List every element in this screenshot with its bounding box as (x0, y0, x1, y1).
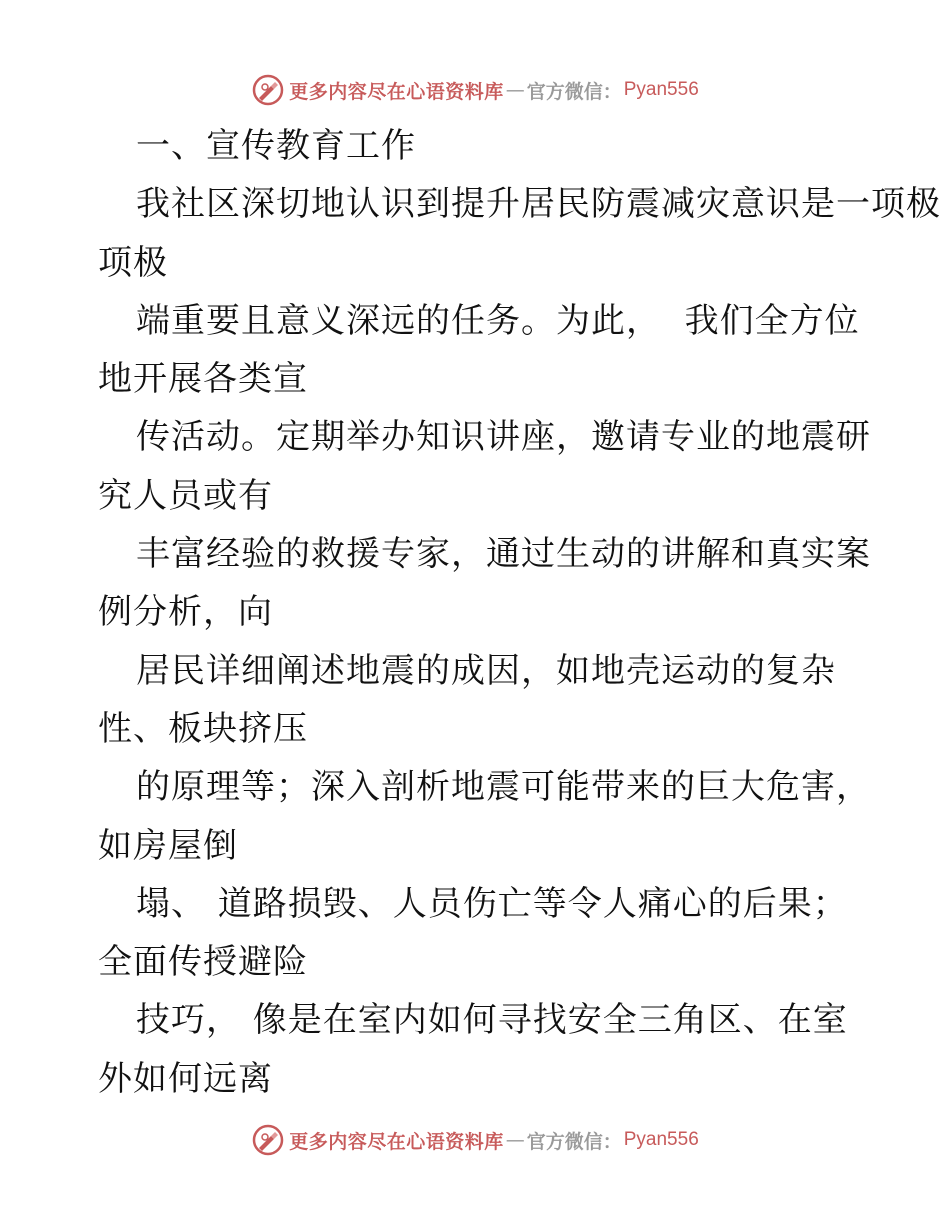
document-body (98, 117, 941, 1108)
text-line: 如房屋倒 (98, 825, 238, 866)
banner-main-text: 更多内容尽在心语资料库 (289, 1130, 504, 1153)
document-pen-logo-icon (251, 1123, 285, 1157)
text-line: 塌、 道路损毁、人员伤亡等令人痛心的后果； (136, 883, 848, 924)
banner-wechat-label: 官方微信： (526, 80, 622, 103)
banner-wechat-id: Pyan556 (623, 79, 699, 100)
section-heading: 一、宣传教育工作 (136, 126, 416, 166)
text-line: 究人员或有 (98, 475, 273, 516)
text-line: 技巧， 像是在室内如何寻找安全三角区、在室 (136, 1000, 848, 1041)
watermark-banner-top (0, 70, 950, 110)
text-line: 性、板块挤压 (98, 708, 308, 749)
text-line: 居民详细阐述地震的成因，如地壳运动的复杂 (136, 650, 836, 691)
text-line: 的原理等；深入剖析地震可能带来的巨大危害， (136, 767, 871, 808)
banner-wechat-label: 官方微信： (526, 1130, 622, 1153)
watermark-banner-bottom (0, 1120, 950, 1160)
banner-dash: — (505, 1129, 525, 1151)
text-line: 全面传授避险 (98, 942, 308, 983)
text-line: 项极 (98, 242, 168, 283)
document-pen-logo-icon (251, 73, 285, 107)
text-line: 端重要且意义深远的任务。为此， 我们全方位 (136, 300, 860, 341)
text-line: 地开展各类宣 (98, 359, 308, 400)
text-line: 外如何远离 (98, 1058, 273, 1099)
text-line: 丰富经验的救援专家，通过生动的讲解和真实案 (136, 534, 871, 575)
banner-main-text: 更多内容尽在心语资料库 (289, 80, 504, 103)
banner-dash: — (505, 79, 525, 101)
text-line: 例分析，向 (98, 592, 273, 633)
banner-wechat-id: Pyan556 (623, 1129, 699, 1150)
text-line: 我社区深切地认识到提升居民防震减灾意识是一项极 (136, 184, 941, 225)
text-line: 传活动。定期举办知识讲座，邀请专业的地震研 (136, 417, 871, 458)
